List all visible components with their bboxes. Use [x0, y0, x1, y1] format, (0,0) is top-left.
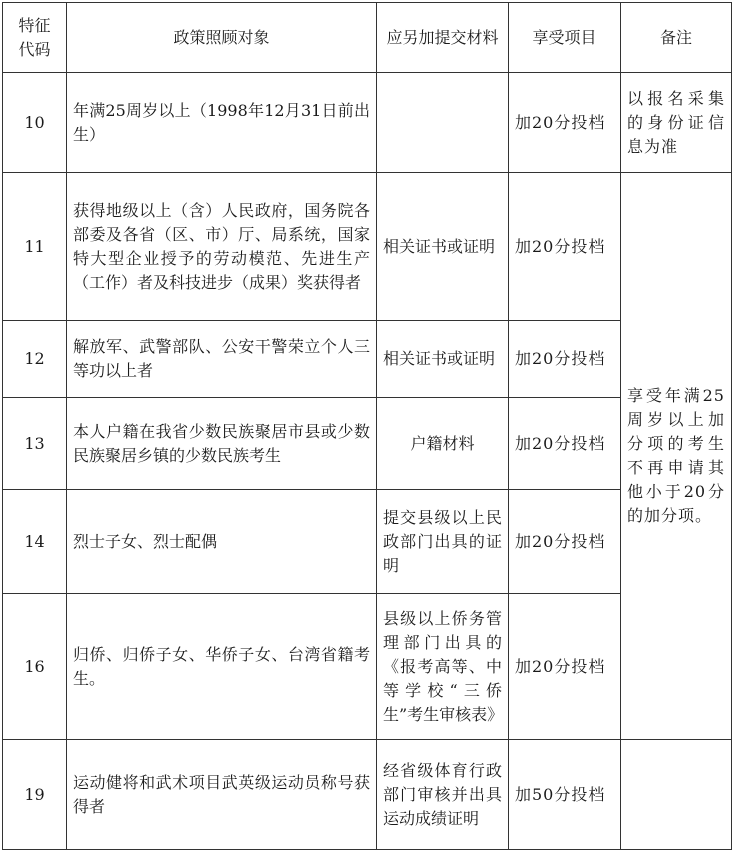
row-item: 加20分投档: [509, 173, 621, 321]
header-item: 享受项目: [509, 3, 621, 73]
header-note: 备注: [621, 3, 732, 73]
merged-note: 享受年满25周岁以上加分项的考生不再申请其他小于20分的加分项。: [621, 173, 732, 740]
row-item: 加20分投档: [509, 321, 621, 398]
row-item: 加50分投档: [509, 740, 621, 850]
row-item: 加20分投档: [509, 490, 621, 594]
row-materials: 提交县级以上民政部门出具的证明: [377, 490, 509, 594]
row-item: 加20分投档: [509, 398, 621, 490]
row-code: 16: [3, 594, 67, 740]
row-object: 本人户籍在我省少数民族聚居市县或少数民族聚居乡镇的少数民族考生: [67, 398, 377, 490]
row-note: 以报名采集的身份证信息为准: [621, 73, 732, 173]
row-materials: 县级以上侨务管理部门出具的《报考高等、中等学校“三侨生”考生审核表》: [377, 594, 509, 740]
row-object: 年满25周岁以上（1998年12月31日前出生）: [67, 73, 377, 173]
row-object: 解放军、武警部队、公安干警荣立个人三等功以上者: [67, 321, 377, 398]
row-code: 10: [3, 73, 67, 173]
header-code: 特征代码: [3, 3, 67, 73]
policy-table: [2, 2, 732, 850]
row-object: 获得地级以上（含）人民政府，国务院各部委及各省（区、市）厅、局系统，国家特大型企业授予的劳动模范、先进生产（工作）者及科技进步（成果）奖获得者: [67, 173, 377, 321]
row-object: 烈士子女、烈士配偶: [67, 490, 377, 594]
row-object: 归侨、归侨子女、华侨子女、台湾省籍考生。: [67, 594, 377, 740]
row-materials: 经省级体育行政部门审核并出具运动成绩证明: [377, 740, 509, 850]
row-code: 19: [3, 740, 67, 850]
row-materials: 相关证书或证明: [377, 321, 509, 398]
row-object: 运动健将和武术项目武英级运动员称号获得者: [67, 740, 377, 850]
row-materials: 相关证书或证明: [377, 173, 509, 321]
header-row: [3, 3, 732, 73]
table-row: [3, 173, 732, 321]
row-materials: [377, 73, 509, 173]
row-item: 加20分投档: [509, 594, 621, 740]
header-materials: 应另加提交材料: [377, 3, 509, 73]
empty-note-cell: [621, 740, 732, 850]
row-materials: 户籍材料: [377, 398, 509, 490]
header-object: 政策照顾对象: [67, 3, 377, 73]
row-item: 加20分投档: [509, 73, 621, 173]
row-code: 14: [3, 490, 67, 594]
table-row: [3, 73, 732, 173]
row-code: 13: [3, 398, 67, 490]
row-code: 12: [3, 321, 67, 398]
table-row: [3, 740, 732, 850]
row-code: 11: [3, 173, 67, 321]
